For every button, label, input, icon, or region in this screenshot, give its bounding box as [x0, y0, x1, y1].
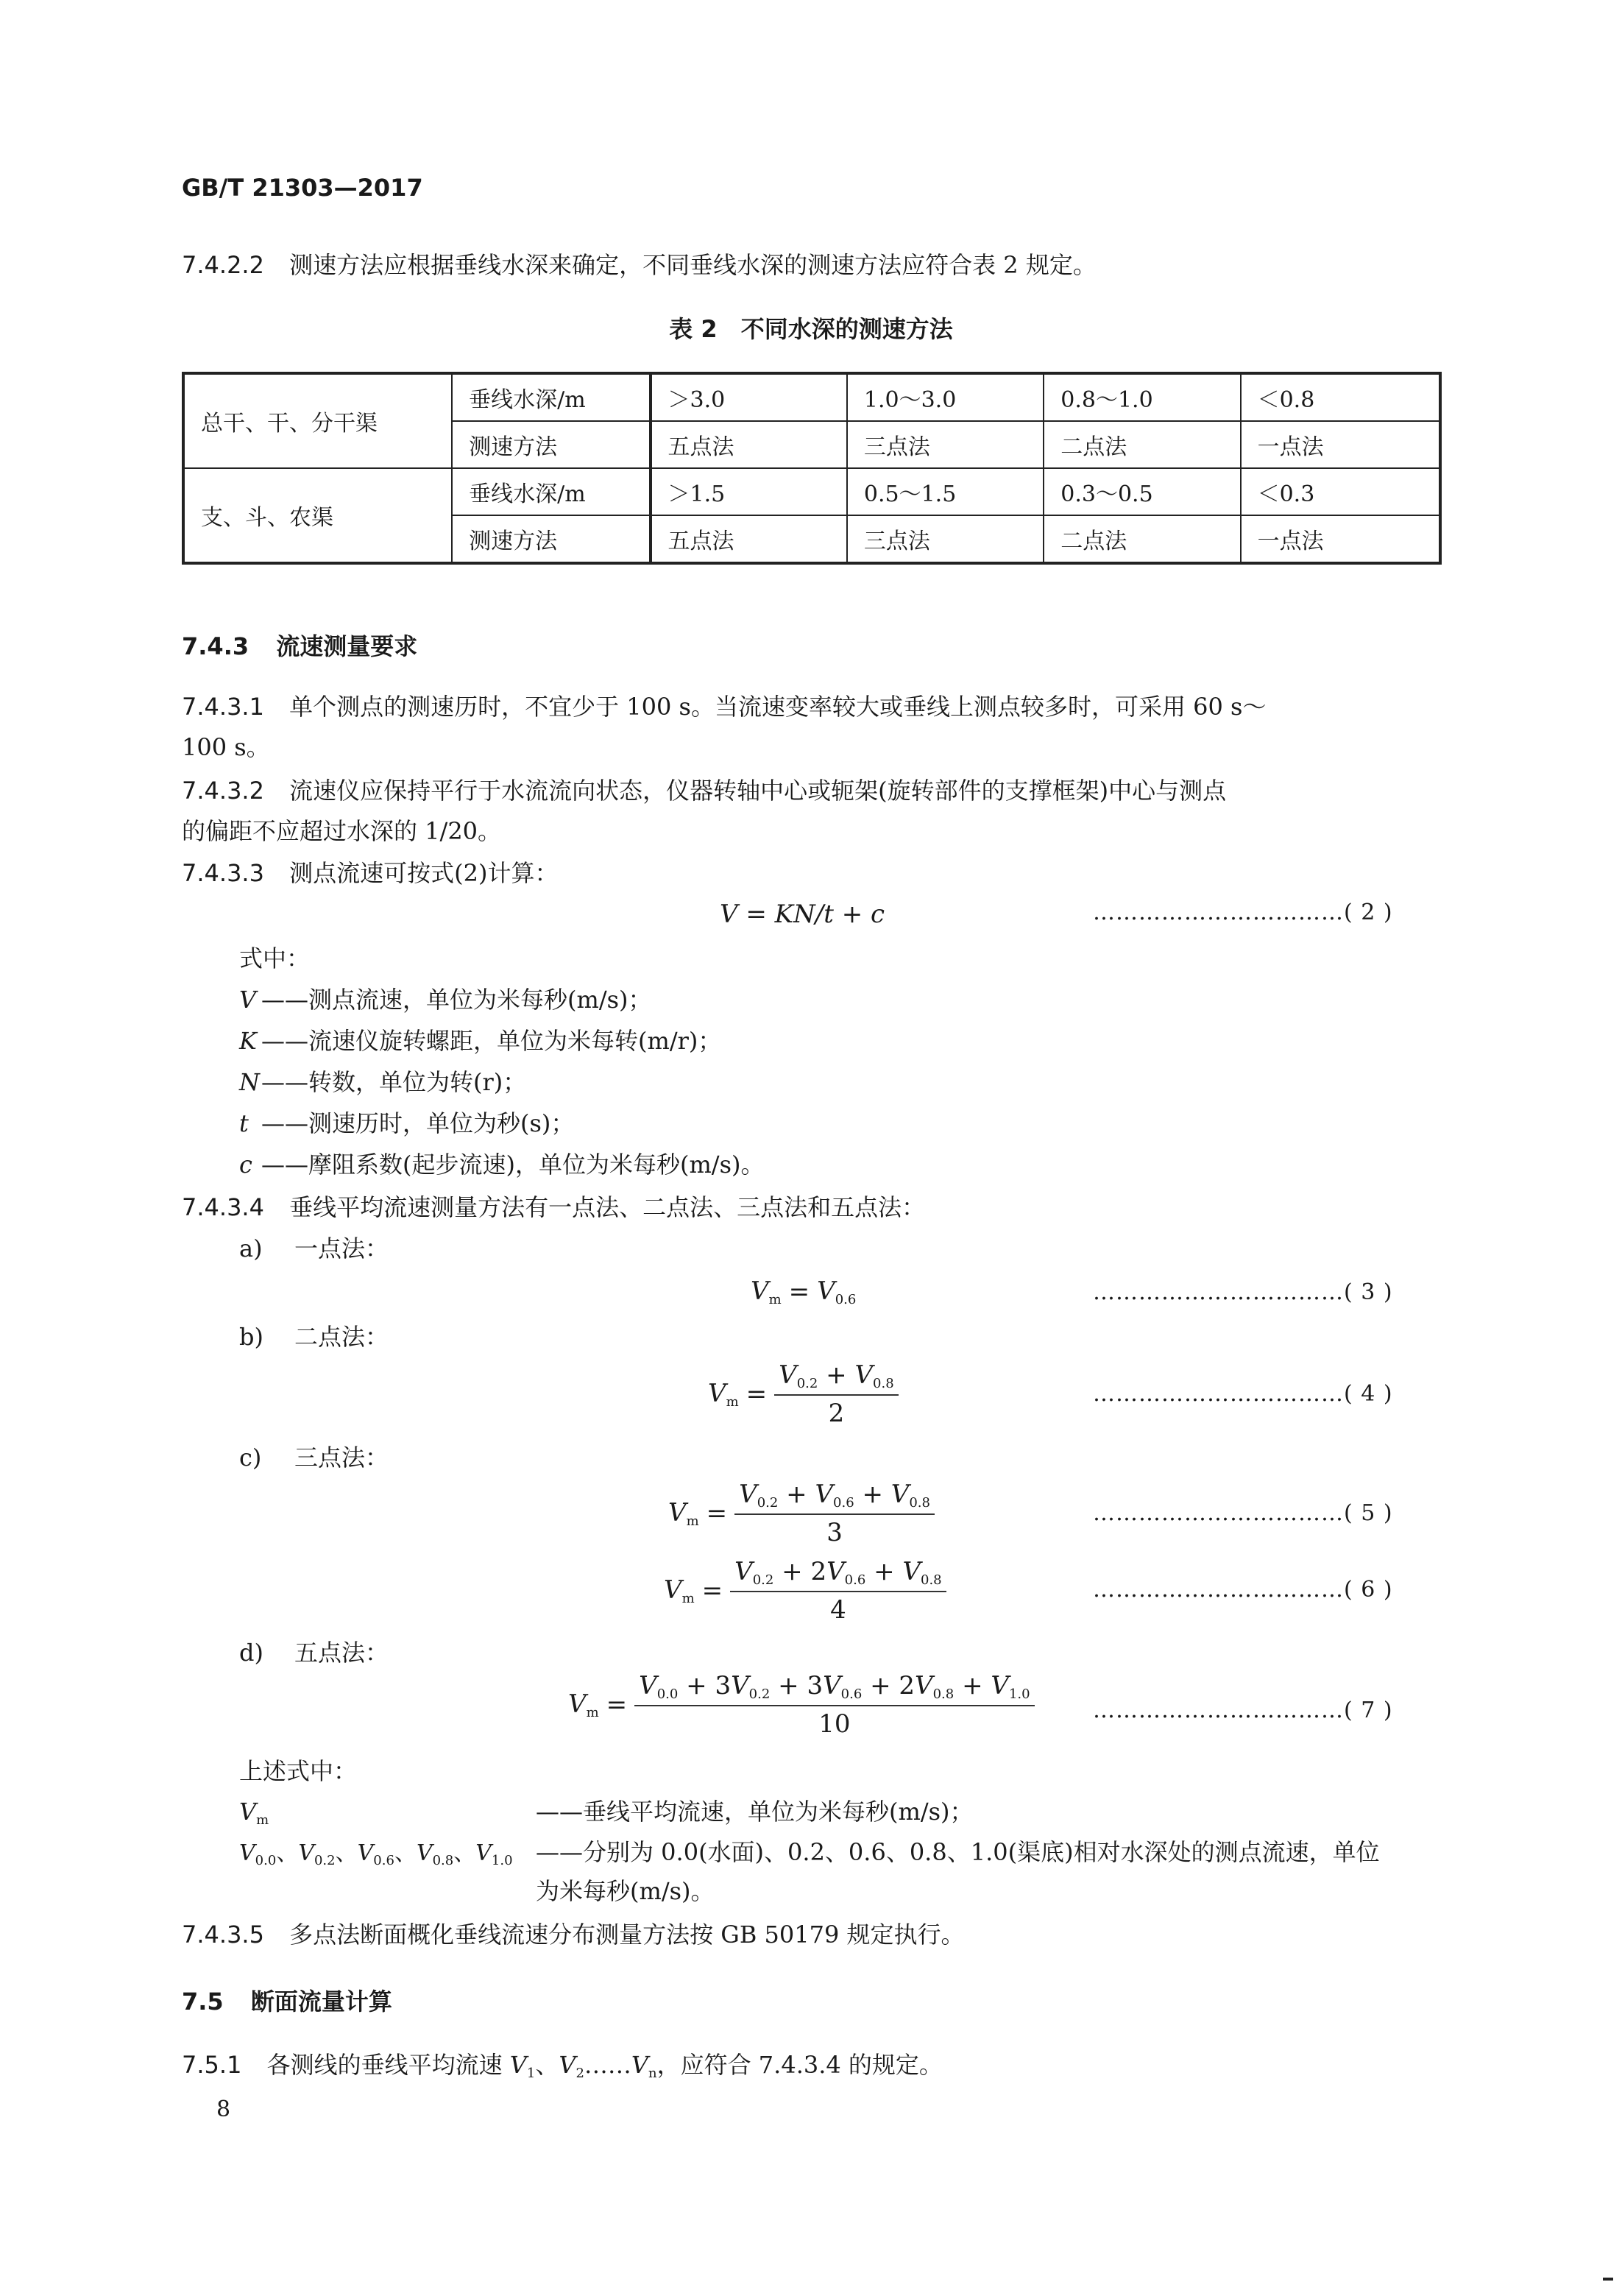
above-item-vm: [239, 1797, 974, 1835]
section-number: 7.5: [182, 1988, 224, 2016]
where-item: [239, 1067, 526, 1097]
clause-7-5-1: 7.5.1 各测线的垂线平均流速 $V_1$、$V_2\dots\dots V_n$，应符合 7.4.3.4 的规定。: [182, 2051, 943, 2081]
where-item: [239, 1026, 721, 1056]
where-symbol: N: [239, 1068, 260, 1096]
above-desc-cont: 为米每秒(m/s)。: [536, 1877, 715, 1905]
where-symbol: K: [239, 1027, 257, 1055]
equation-number: ( 7 ): [1344, 1698, 1393, 1723]
table-cell: ＞3.0: [651, 373, 847, 421]
clause-number: 7.4.3.1: [182, 693, 264, 721]
list-label: d): [239, 1639, 263, 1667]
clause-text-post: ，应符合 7.4.3.4 的规定。: [656, 2051, 943, 2079]
scan-mark: [1603, 2278, 1613, 2281]
above-label: 上述式中：: [239, 1757, 358, 1785]
row-label: 垂线水深/m: [452, 468, 650, 515]
equation-leader: [1093, 1381, 1393, 1407]
leader-dots: ……………………………: [1093, 1381, 1344, 1407]
equation-number: ( 3 ): [1344, 1279, 1393, 1305]
table-row: [183, 468, 1440, 515]
row-label: 测速方法: [452, 515, 650, 563]
where-dash: ——: [261, 1151, 308, 1179]
above-desc: ——分别为 0.0(水面)、0.2、0.6、0.8、1.0(渠底)相对水深处的测点流速，单位: [536, 1838, 1380, 1866]
table-cell: 1.0～3.0: [847, 373, 1044, 421]
equation-leader: [1093, 900, 1393, 925]
clause-text-cont: 的偏距不应超过水深的 1/20。: [182, 817, 502, 845]
where-desc: 流速仪旋转螺距，单位为米每转(m/r)；: [308, 1027, 722, 1055]
list-label: b): [239, 1323, 263, 1351]
velocity-symbol: $V_2$: [559, 2051, 584, 2081]
equation-number: ( 6 ): [1344, 1577, 1393, 1603]
velocity-symbol: $V_1$: [509, 2051, 536, 2081]
where-item: [239, 1109, 574, 1138]
section-title: 流速测量要求: [276, 632, 418, 660]
clause-number: 7.4.2.2: [182, 251, 264, 279]
list-text: 二点法：: [294, 1323, 389, 1351]
table-cell: 一点法: [1241, 515, 1440, 563]
where-desc: 测点流速，单位为米每秒(m/s)；: [308, 986, 652, 1014]
clause-text: 测速方法应根据垂线水深来确定，不同垂线水深的测速方法应符合表 2 规定。: [289, 251, 1097, 279]
table-cell: 二点法: [1044, 421, 1240, 468]
clause-text: 单个测点的测速历时，不宜少于 100 s。当流速变率较大或垂线上测点较多时，可采用 60 s～: [289, 693, 1267, 721]
clause-text: 测点流速可按式(2)计算：: [289, 859, 559, 887]
where-label: 式中：: [239, 944, 311, 972]
table-cell: 二点法: [1044, 515, 1240, 563]
clause-text-pre: 各测线的垂线平均流速: [266, 2051, 510, 2079]
equation-leader: [1093, 1577, 1393, 1603]
equation-7: $V_m$ = $\frac{V_{0.0} + 3V_{0.2} + 3V_{0.6} + 2V_{0.8} + V_{1.0}}{10}$: [568, 1671, 1035, 1739]
equation-5: $V_m$ = $\frac{V_{0.2} + V_{0.6} + V_{0.8}}{3}$: [668, 1480, 935, 1547]
list-label: a): [239, 1234, 263, 1262]
equation-6: $V_m$ = $\frac{V_{0.2} + 2V_{0.6} + V_{0.8}}{4}$: [664, 1557, 946, 1625]
where-symbol: t: [239, 1109, 249, 1137]
clause-text: 多点法断面概化垂线流速分布测量方法按 GB 50179 规定执行。: [289, 1921, 965, 1949]
channel-cell: 支、斗、农渠: [183, 468, 452, 563]
section-7-4-3: [182, 628, 417, 662]
method-b: [239, 1322, 389, 1352]
section-number: 7.4.3: [182, 632, 249, 660]
equation-3: $V_m$ = $V_{0.6}$: [751, 1276, 857, 1307]
row-label: 垂线水深/m: [452, 373, 650, 421]
where-dash: ——: [261, 1109, 308, 1137]
equation-number: ( 2 ): [1344, 900, 1393, 925]
equation-number: ( 5 ): [1344, 1500, 1393, 1526]
table-row: [183, 373, 1440, 421]
where-dash: ——: [261, 1027, 308, 1055]
list-text: 三点法：: [294, 1444, 389, 1472]
leader-dots: ……………………………: [1093, 1698, 1344, 1723]
table-cell: ＜0.8: [1241, 373, 1440, 421]
table-cell: ＞1.5: [651, 468, 847, 515]
section-title: 断面流量计算: [250, 1988, 392, 2016]
where-dash: ——: [261, 1068, 308, 1096]
where-desc: 转数，单位为转(r)；: [308, 1068, 527, 1096]
where-dash: ——: [261, 986, 308, 1014]
where-desc: 测速历时，单位为秒(s)；: [308, 1109, 575, 1137]
table-cell: 0.3～0.5: [1044, 468, 1240, 515]
clause-7-4-3-1: [182, 692, 1266, 721]
equation-leader: [1093, 1698, 1393, 1723]
clause-number: 7.4.3.4: [182, 1193, 264, 1221]
table-cell: 三点法: [847, 515, 1044, 563]
leader-dots: ……………………………: [1093, 1500, 1344, 1526]
equation-number: ( 4 ): [1344, 1381, 1393, 1407]
leader-dots: ……………………………: [1093, 1577, 1344, 1603]
clause-text-cont: 100 s。: [182, 733, 270, 761]
equation-2: V = KN/t + c: [720, 900, 885, 929]
table-cell: 五点法: [651, 515, 847, 563]
list-text: 五点法：: [294, 1639, 389, 1667]
equation-4: $V_m$ = $\frac{V_{0.2} + V_{0.8}}{2}$: [708, 1360, 899, 1428]
equation-leader: [1093, 1279, 1393, 1305]
list-label: c): [239, 1444, 262, 1472]
clause-7-4-3-2: [182, 776, 1226, 805]
clause-number: 7.4.3.2: [182, 777, 264, 805]
row-label: 测速方法: [452, 421, 650, 468]
channel-cell: 总干、干、分干渠: [183, 373, 452, 468]
above-symbols: $V_{0.0}$、$V_{0.2}$、$V_{0.6}$、$V_{0.8}$、$V_{1.0}$: [239, 1840, 513, 1868]
where-item: [239, 1150, 765, 1179]
clause-number: 7.4.3.3: [182, 859, 264, 887]
method-a: [239, 1234, 389, 1263]
equation-leader: [1093, 1500, 1393, 1526]
clause-number: 7.5.1: [182, 2051, 242, 2079]
leader-dots: ……………………………: [1093, 900, 1344, 925]
leader-dots: ……………………………: [1093, 1279, 1344, 1305]
clause-text: 垂线平均流速测量方法有一点法、二点法、三点法和五点法：: [289, 1193, 926, 1221]
table-cell: 五点法: [651, 421, 847, 468]
table-cell: 0.8～1.0: [1044, 373, 1240, 421]
where-desc: 摩阻系数(起步流速)，单位为米每秒(m/s)。: [308, 1151, 765, 1179]
list-text: 一点法：: [294, 1234, 389, 1262]
clause-text: 流速仪应保持平行于水流流向状态，仪器转轴中心或轭架(旋转部件的支撑框架)中心与测点: [289, 777, 1227, 805]
depth-method-table: [182, 372, 1442, 565]
method-c: [239, 1443, 389, 1472]
table-cell: 一点法: [1241, 421, 1440, 468]
page-number: 8: [216, 2097, 231, 2122]
standard-id: GB/T 21303—2017: [182, 174, 423, 202]
table-cell: 三点法: [847, 421, 1044, 468]
above-symbol: $V_m$: [239, 1798, 269, 1828]
method-d: [239, 1638, 389, 1667]
where-symbol: V: [239, 986, 257, 1014]
above-desc: ——垂线平均流速，单位为米每秒(m/s)；: [536, 1798, 974, 1826]
section-7-5: [182, 1983, 392, 2017]
table-title: 表 2 不同水深的测速方法: [669, 315, 953, 343]
velocity-symbol: $V_n$: [631, 2051, 657, 2081]
above-item-points: [239, 1837, 1380, 1876]
clause-7-4-3-3: [182, 858, 558, 888]
clause-7-4-3-4: [182, 1193, 925, 1222]
clause-7-4-3-5: [182, 1920, 965, 1949]
clause-7-4-2-2: [182, 250, 1097, 280]
table-cell: 0.5～1.5: [847, 468, 1044, 515]
table-cell: ＜0.3: [1241, 468, 1440, 515]
where-item: [239, 985, 652, 1014]
clause-number: 7.4.3.5: [182, 1921, 264, 1949]
where-symbol: c: [239, 1151, 252, 1179]
